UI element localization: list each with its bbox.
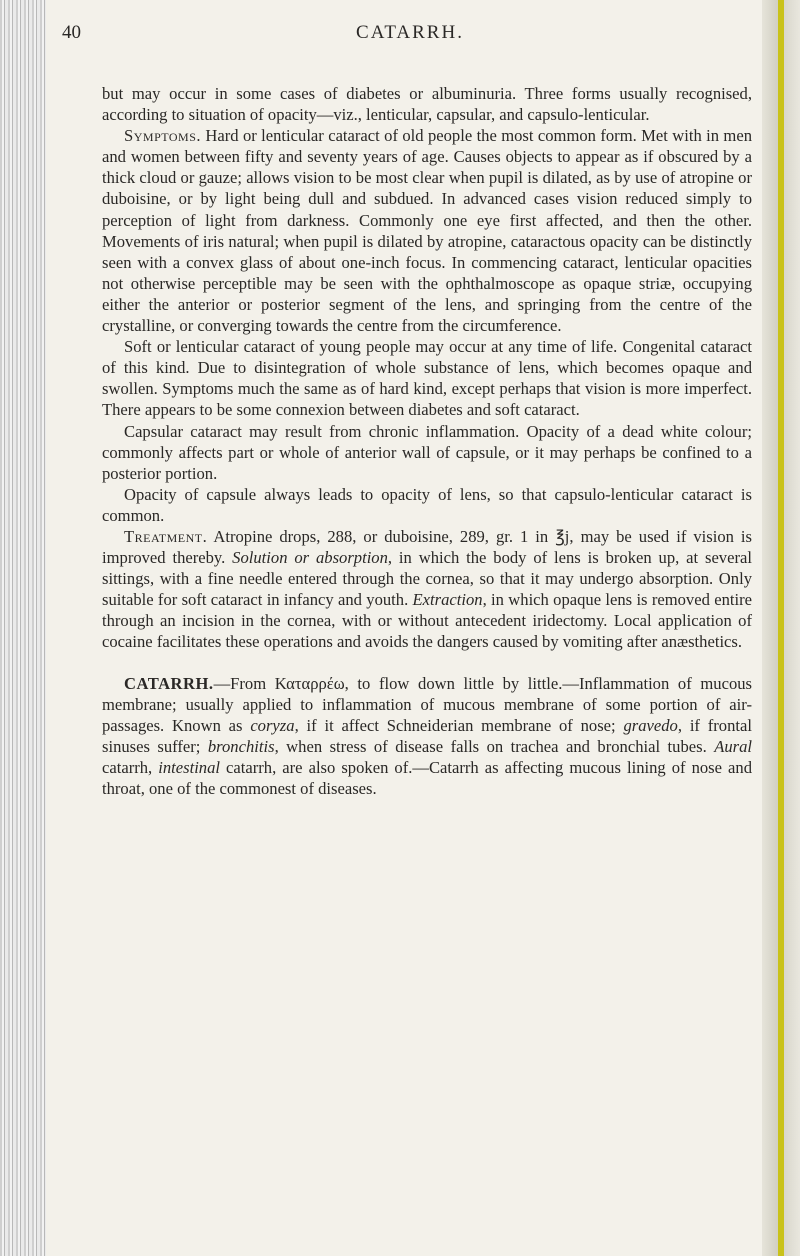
term-aural: Aural: [714, 736, 752, 756]
paragraph-symptoms: Symptoms. Hard or lenticular cataract of old people the most common form. Met with in men and women between fifty and seventy years of age. Causes objects to appear as if obscured by a thick cloud or gauze; allows vision to be most clear when pupil is dilated, as by use of atropine or duboisine, or by light being dull and subdued. In advanced cases vision reduced simply to perception of light from darkness. Commonly one eye first affected, and then the other. Movements of iris natural; when pupil is dilated by atropine, cataractous opacity can be distinctly seen with a convex glass of about one-inch focus. In commencing cataract, lenticular opacities not otherwise perceptible may be seen with the ophthalmoscope as opaque striæ, occupying either the anterior or posterior segment of the lens, and springing from the centre of the crystalline, or converging towards the centre from the circumference.: [102, 126, 752, 336]
symptoms-heading: Symptoms.: [124, 126, 202, 146]
term-solution: Solution or absorption: [232, 548, 388, 568]
page-number: 40: [62, 22, 81, 43]
running-title: CATARRH.: [356, 22, 464, 43]
paragraph-catarrh: CATARRH.—From Καταρρέω, to flow down little by little.—Inflammation of mucous membrane; usually applied to inflammation of mucous membrane of some portion of air-passages. Known as coryza, if it affect Schneiderian membrane of nose; gravedo, if frontal sinuses suffer; bronchitis, when stress of disease falls on trachea and bronchial tubes. Aural catarrh, intestinal catarrh, are also spoken of.—Catarrh as affecting mucous lining of nose and throat, one of the commonest of diseases.: [102, 673, 753, 798]
edge-color-strip: [778, 0, 784, 1256]
paragraph-capsular-cataract: Capsular cataract may result from chronic inflammation. Opacity of a dead white colour; commonly affects part or whole of anterior wall of capsule, or it may perhaps be confined to a posterior portion.: [102, 421, 752, 483]
term-gravedo: gravedo: [623, 715, 678, 735]
paragraph-treatment: Treatment. Atropine drops, 288, or duboisine, 289, gr. 1 in ℥j, may be used if vision is improved thereby. Solution or absorption, in which the body of lens is broken up, at several sittings, with a fine needle entered through the cornea, so that it may undergo absorption. Only suitable for soft cataract in infancy and youth. Extraction, in which opaque lens is removed entire through an incision in the cornea, with or without antecedent iridectomy. Local application of cocaine facilitates these operations and avoids the dangers caused by vomiting after anæsthetics.: [102, 526, 752, 652]
book-binding-edge: [0, 0, 46, 1256]
term-bronchitis: bronchitis: [207, 736, 275, 756]
page-fore-edge: [762, 0, 800, 1256]
term-coryza: coryza: [250, 715, 295, 735]
paragraph-soft-cataract: Soft or lenticular cataract of young people may occur at any time of life. Congenital cataract of this kind. Due to disintegration of whole substance of lens, which becomes opaque and swollen. Symptoms much the same as of hard kind, except perhaps that vision is more imperfect. There appears to be some connexion between diabetes and soft cataract.: [102, 337, 752, 420]
catarrh-heading: CATARRH.: [124, 673, 214, 693]
paragraph-intro: but may occur in some cases of diabetes or albuminuria. Three forms usually recognised, according to situation of opacity—viz., lenticular, capsular, and capsulo-lenticular.: [102, 84, 752, 125]
page-header: [60, 22, 760, 52]
term-intestinal: intestinal: [158, 757, 221, 777]
treatment-heading: Treatment.: [124, 526, 208, 546]
term-extraction: Extraction: [412, 590, 483, 610]
book-page: [60, 0, 760, 1256]
page-body: [102, 83, 752, 799]
paragraph-capsule-opacity: Opacity of capsule always leads to opacity of lens, so that capsulo-lenticular cataract is common.: [102, 484, 752, 525]
section-gap: [102, 653, 752, 673]
